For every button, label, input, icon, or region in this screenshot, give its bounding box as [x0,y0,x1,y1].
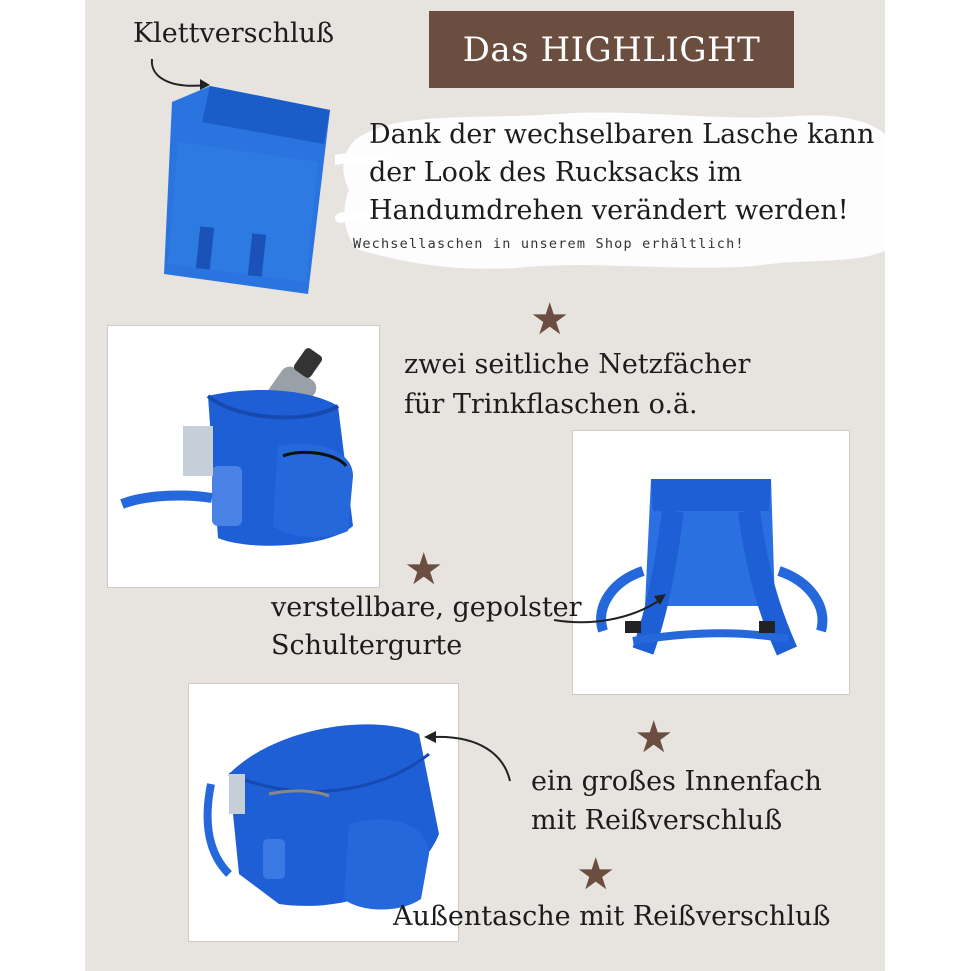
feature-straps-line-2: Schultergurte [271,630,463,661]
title-banner [429,11,794,88]
flap-image [158,82,333,297]
feature-straps-line-1: verstellbare, gepolster [271,592,582,623]
shop-note: Wechsellaschen in unserem Shop erhältlich! [353,236,745,252]
intro-line-2: der Look des Rucksacks im [369,157,743,188]
label-velcro: Klettverschluß [133,18,335,49]
photo-side-pockets [107,325,380,588]
feature-side-pockets-line-1: zwei seitliche Netzfächer [404,349,751,380]
star-icon: ★ [634,712,674,763]
straps-arrow [550,590,670,630]
title-text: Das HIGHLIGHT [462,29,761,70]
star-icon: ★ [576,849,616,900]
inner-compartment-arrow [420,725,520,785]
feature-outer-pocket: Außentasche mit Reißverschluß [393,901,831,932]
feature-inner-line-2: mit Reißverschluß [531,805,783,836]
star-icon: ★ [530,294,570,345]
feature-inner-line-1: ein großes Innenfach [531,766,822,797]
star-icon: ★ [404,544,444,595]
feature-side-pockets-line-2: für Trinkflaschen o.ä. [404,389,698,420]
intro-line-1: Dank der wechselbaren Lasche kann [369,119,875,150]
intro-line-3: Handumdrehen verändert werden! [369,195,849,226]
photo-shoulder-straps [572,430,850,695]
